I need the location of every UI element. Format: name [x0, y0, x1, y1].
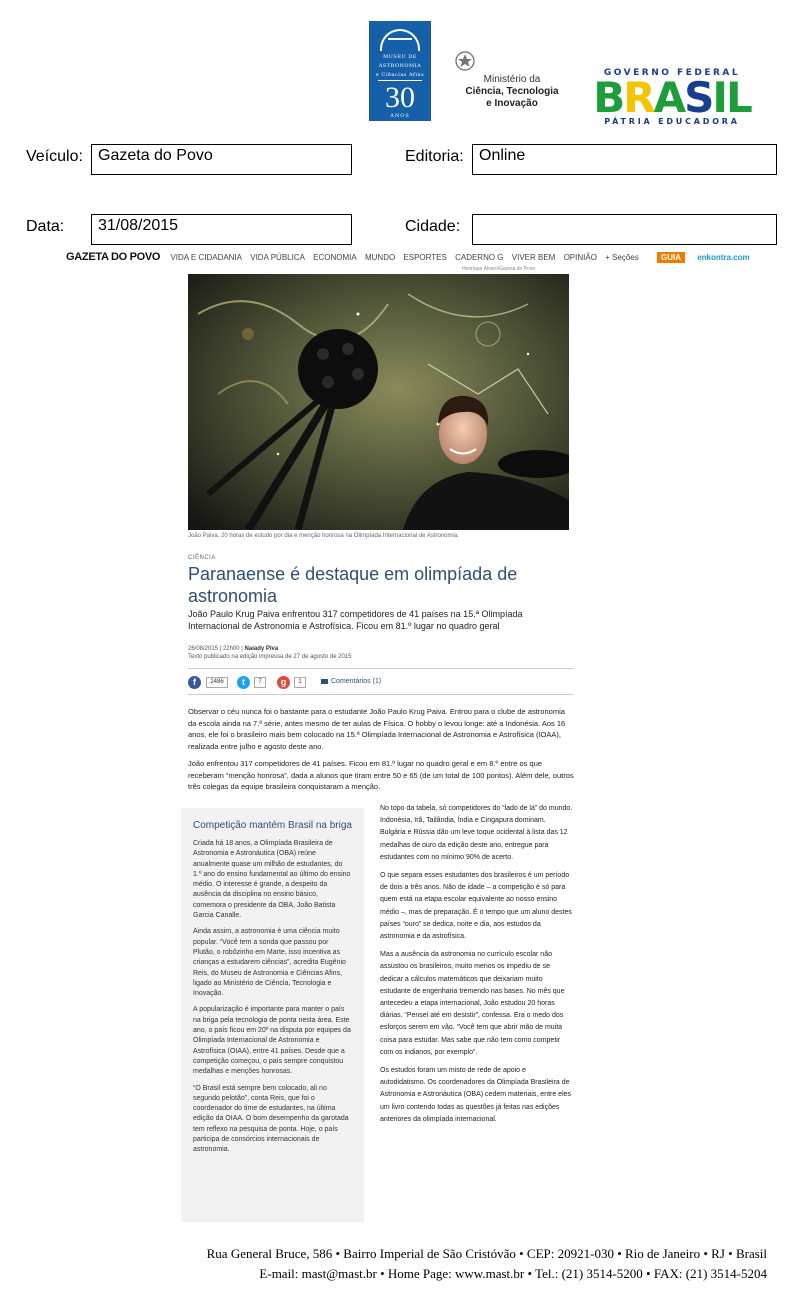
- brasil-letter: R: [623, 73, 654, 122]
- enkontra-link[interactable]: enkontra.com: [697, 253, 750, 262]
- ministry-line1: Ministério da: [483, 74, 541, 85]
- footer-address: Rua General Bruce, 586 • Bairro Imperial de São Cristóvão • CEP: 20921-030 • Rio de Janeiro • RJ • Brasil: [206, 1246, 767, 1261]
- nav-item[interactable]: ECONOMIA: [313, 253, 357, 262]
- nav-item[interactable]: MUNDO: [364, 253, 396, 262]
- cidade-label: Cidade:: [405, 218, 461, 235]
- ministry-line2: Ciência, Tecnologia: [465, 86, 559, 97]
- nav-item[interactable]: CADERNO G: [455, 253, 504, 262]
- divider: [188, 668, 574, 669]
- article-time: 22h00: [222, 646, 240, 652]
- google-plus-count: 1: [294, 677, 306, 688]
- article-photo: [188, 274, 569, 530]
- nav-item[interactable]: VIDA E CIDADANIA: [170, 253, 243, 262]
- comments-label: Comentários (1): [331, 678, 382, 685]
- planetarium-photo: [188, 274, 569, 530]
- data-field[interactable]: 31/08/2015: [91, 214, 352, 245]
- nav-item-secoes[interactable]: + Seções: [605, 253, 639, 262]
- article-right-column: [380, 803, 573, 1132]
- nav-item[interactable]: ESPORTES: [403, 253, 447, 262]
- data-label: Data:: [26, 218, 65, 235]
- coat-of-arms-icon: [454, 50, 476, 72]
- nav-item[interactable]: VIVER BEM: [511, 253, 556, 262]
- body-paragraph: O que separa esses estudantes dos brasileiros é um período de dois a três anos. Não de idade – a competição é só para quem está na etapa escolar equivalente ao nosso ensino médio –, mas de preparação. É o tempo que um aluno destes países “ouro” se dedica, noite e dia, aos estudos da astronomia e da astrofísica.: [380, 872, 572, 941]
- photo-credit: Henrique Álvaro/Gazeta do Povo: [462, 266, 536, 272]
- mast-logo-line2: ASTRONOMIA: [378, 63, 422, 69]
- comments-link[interactable]: [321, 678, 381, 685]
- nav-item[interactable]: VIDA PÚBLICA: [250, 253, 305, 262]
- facebook-icon[interactable]: f: [188, 676, 201, 689]
- photo-caption: João Paiva. 20 horas de estudo por dia e menção honrosa na Olimpíada Internacional de Astronomia.: [188, 533, 459, 539]
- article-date: 26/08/2015: [188, 646, 219, 652]
- sidebar-box: [181, 808, 364, 1222]
- article-intro: [188, 706, 574, 799]
- ministry-logo: [442, 74, 582, 110]
- article-author[interactable]: Naiady Piva: [244, 646, 279, 652]
- print-note: Texto publicado na edição impressa de 27 de agosto de 2015: [188, 654, 352, 660]
- patria-educadora-text: PÁTRIA EDUCADORA: [604, 117, 740, 126]
- comment-icon: [321, 679, 328, 684]
- footer-contact: E-mail: mast@mast.br • Home Page: www.mast.br • Tel.: (21) 3514-5200 • FAX: (21) 3514-5204: [259, 1266, 767, 1281]
- intro-paragraph: Observar o céu nunca foi o bastante para o estudante João Paulo Krug Paiva. Entrou para o clube de astronomia da escola ainda na 7.ª série, antes mesmo de ter aulas de Física. O hobby o levou longe: até a Indonésia. Aos 16 anos, ele foi o brasileiro mais bem colocado na 15.ª Olimpíada Internacional de Astronomia e Astrofísica (IOAA), realizada entre julho e agosto deste ano.: [188, 707, 566, 751]
- mast-logo-number: 30: [385, 81, 415, 114]
- ministry-line3: e Inovação: [486, 98, 538, 109]
- cidade-field[interactable]: [472, 214, 777, 245]
- brasil-letter: S: [684, 73, 713, 122]
- sidebar-paragraph: Criada há 18 anos, a Olimpíada Brasileira de Astronomia e Astronáutica (OBA) reúne anualmente quase um milhão de estudantes, do 1.º ano do ensino fundamental ao último do ensino médio. O interesse é grande, a despeito da ausência da disciplina no ensino básico, comemora o presidente da OBA, João Batista Garcia Canalle.: [193, 840, 351, 920]
- body-paragraph: Mas a ausência da astronomia no currículo escolar não assustou os brasileiros, muito menos os impediu de se dedicar a cálculos matemáticos que deixariam muito estudante de engenharia tremendo nas bases. No mês que antecedeu a etapa internacional, João estudou 20 horas diárias. “Pensei até em desistir”, confessa. Era o medo dos esforços serem em vão. “Você tem que abrir mão de muita coisa para estudar. Mas sabe que não tem como competir com os indianos, por exemplo”.: [380, 951, 565, 1056]
- article-meta: 26/08/2015 | 22h00 | Naiady Piva Texto publicado na edição impressa de 27 de agosto de 2015: [188, 646, 352, 660]
- editoria-label: Editoria:: [405, 148, 464, 165]
- brasil-letter: B: [593, 73, 624, 122]
- article-headline: Paranaense é destaque em olimpíada de astronomia: [188, 564, 518, 606]
- nav-item[interactable]: OPINIÃO: [563, 253, 597, 262]
- governo-federal-logo: [586, 68, 758, 126]
- editoria-field[interactable]: Online: [472, 144, 777, 175]
- google-plus-icon[interactable]: g: [277, 676, 290, 689]
- mast-logo-suffix: ANOS: [390, 113, 410, 119]
- facebook-count: 2486: [206, 677, 228, 688]
- divider: [188, 694, 574, 695]
- twitter-count: 7: [254, 677, 266, 688]
- brasil-letter: L: [726, 73, 751, 122]
- intro-paragraph: João enfrentou 317 competidores de 41 países. Ficou em 81.º lugar no quadro geral e em 8.º entre os que receberam “menção honrosa”, dada a alunos que tiram entre 50 e 65 (de um total de 100 pontos). Além dele, outros três colegas da equipe brasileira conquistaram a menção.: [188, 759, 574, 791]
- mast-logo: [369, 21, 431, 121]
- governo-federal-text: GOVERNO FEDERAL: [603, 68, 741, 78]
- observatory-dome-icon: [380, 29, 420, 51]
- sidebar-paragraph: “O Brasil está sempre bem colocado, ali no segundo pelotão”, conta Reis, que foi o coordenador do time de estudantes, na última edição da OIAA. O bom desempenho da garotada tem reflexo na pesquisa de ponta. Hoje, o país participa de consórcios internacionais de astronomia.: [193, 1084, 349, 1154]
- brasil-letter: I: [712, 73, 726, 122]
- twitter-icon[interactable]: t: [237, 676, 250, 689]
- article-subtitle: João Paulo Krug Paiva enfrentou 317 competidores de 41 países na 15.ª Olimpíada Internacional de Astronomia e Astrofísica. Ficou em 81.º lugar no quadro geral: [188, 609, 523, 631]
- mast-logo-line3: e Ciências Afins: [375, 72, 425, 78]
- brasil-letter: A: [653, 73, 685, 122]
- sidebar-paragraph: Ainda assim, a astronomia é uma ciência muito popular. “Você tem a sonda que passou por Plutão, o robôzinho em Marte, isso incentiva as crianças a estudarem ciências”, acredita Eugênio Reis, do Museu de Astronomia e Ciências Afins, ligado ao Ministério de Ciência, Tecnologia e Inovação.: [193, 928, 346, 998]
- mast-logo-line1: MUSEU DE: [383, 54, 417, 60]
- newspaper-nav: [66, 251, 750, 267]
- body-paragraph: No topo da tabela, só competidores do “lado de lá” do mundo. Indonésia, Irã, Tailândia, Índia e Cingapura dominam. Bulgária e Rússia dão um leve toque ocidental à lista das 12 medalhas de ouro da edição deste ano, entregue para estudantes com no mínimo 90% de acerto.: [380, 805, 573, 861]
- gazeta-brand[interactable]: GAZETA DO POVO: [66, 251, 161, 263]
- body-paragraph: Os estudos foram um misto de rede de apoio e autodidatismo. Os coordenadores da Olimpíada Brasileira de Astronomia e Astronáutica (OBA) cedem materiais, entre eles um livro contendo todas as questões já feitas nas edições anteriores da olimpíada internacional.: [380, 1067, 572, 1123]
- veiculo-field[interactable]: Gazeta do Povo: [91, 144, 352, 175]
- guia-button[interactable]: GUIA: [657, 252, 685, 263]
- article-category[interactable]: CIÊNCIA: [188, 555, 216, 561]
- sidebar-paragraph: A popularização é importante para manter o país na briga pela tecnologia de ponta nesta área. Este ano, o país ficou em 20º na disputa por equipes da Olimpíada Internacional de Astronomia e Astrofísica (OIAA), entre 41 países. Desde que a competição começou, o país sempre conquistou medalhas e menções honrosas.: [193, 1006, 351, 1076]
- veiculo-label: Veículo:: [26, 148, 83, 165]
- sidebar-title: Competição mantém Brasil na briga: [193, 820, 352, 831]
